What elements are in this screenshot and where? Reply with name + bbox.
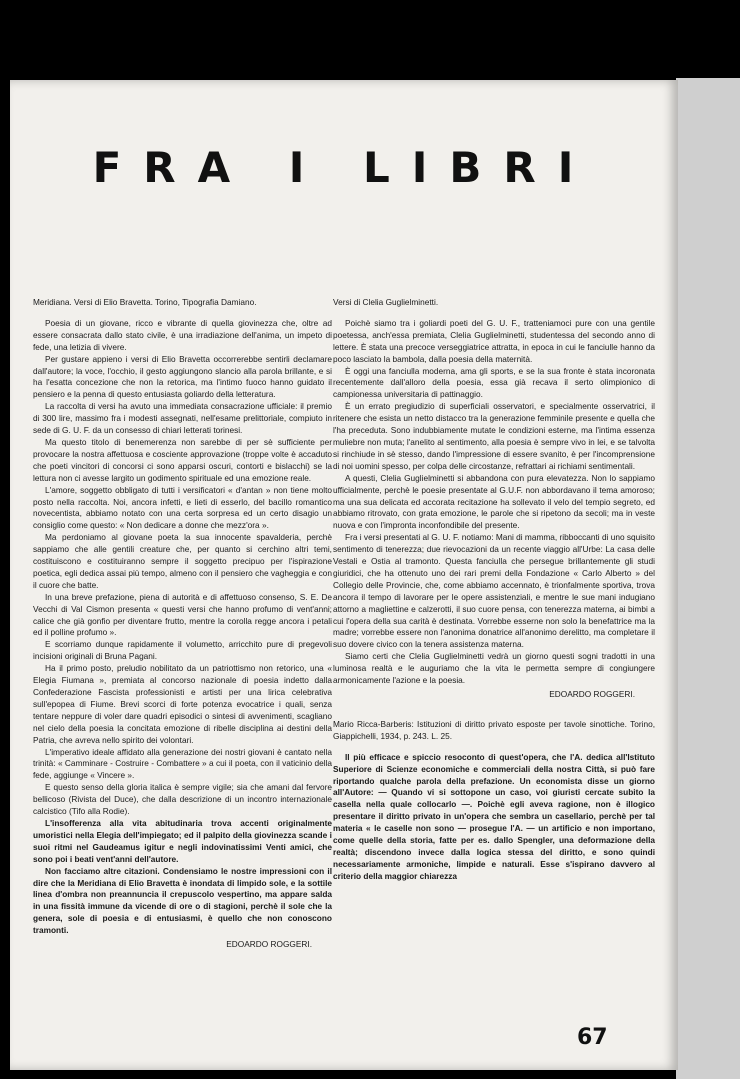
paragraph: Siamo certi che Clelia Guglielminetti vedrà un giorno questi sogni tradotti in una luminosa realtà e le auguriamo che la vita le permetta sempre di congiungere armonicamente l'azione e la poesia. [333,651,655,686]
paragraph: La raccolta di versi ha avuto una immediata consacrazione ufficiale: il premio di 300 lire, massimo fra i modesti assegnati, nell'esame prelittoriale, compiuto in sede di G. U. F. da un consesso di chiari letterati torinesi. [33,401,332,436]
paragraph: E scorriamo dunque rapidamente il volumetto, arricchito pure di pregevoli incisioni originali di Bruna Pagani. [33,639,332,662]
left-column [33,297,332,951]
paragraph: È oggi una fanciulla moderna, ama gli sports, e se la sua fronte è stata incoronata recentemente dall'alloro della poesia, essa già recava il serto olimpionico di campionessa universitaria di pattinaggio. [333,365,655,400]
paragraph: In una breve prefazione, piena di autorità e di affettuoso consenso, S. E. De Vecchi di Val Cismon presenta « questi versi che hanno profumo di vent'anni; calice che già gonfio per diventare frutto, mentre la corolla regge ancora i petali ed il polline profumo ». [33,591,332,638]
review-citation: Versi di Clelia Guglielminetti. [333,297,439,307]
paragraph: Ma perdoniamo al giovane poeta la sua innocente spavalderia, perchè sappiamo che alle gentili creature che, per quanto si cerchino altri temi, costituiscono e costituiranno sempre il soggetto precipuo per l'ispirazione poetica, egli dedica assai più tempo, almeno con il pensiero che vagheggia e con il cuore che batte. [33,532,332,590]
paragraph: Ha il primo posto, preludio nobilitato da un patriottismo non retorico, una « Elegia Fiumana », premiata al concorso nazionale di poesia indetto dalla Confederazione Fascista professionisti e artisti per una lirica celebrativa sull'epopea di Fiume. Brevi scorci di forte potenza evocatrice i quali, senza tentare neppure di voler dare quadri episodici o sintesi di avvenimenti, scagliano nel cielo della poesia la concitata emozione di ribelle disciplina ai destini della Patria, che avreva nello spirito dei volontari. [33,663,332,745]
paragraph: Il più efficace e spiccio resoconto di quest'opera, che l'A. dedica all'Istituto Superiore di Scienze economiche e commerciali della nostra Città, si può fare riportando qualche parola della prefazione. Un economista disse un giorno all'Autore: — Quando vi si sottopone un caso, voi giuristi cercate subito la casella nella quale collocarlo —. Poichè egli aveva ragione, non è illogico presentare il diritto privato in un'opera che sembra un casellario, perchè per tal materia « le caselle non sono — prosegue l'A. — un artificio e non importano, come quelle della storia, fatte per es. dallo Spengler, una deformazione della realtà; discendono invece dalla logica stessa del diritto, e sono quindi necessariamente armoniche, limpide e naturali. Esse s'ispirano davvero al criterio della maggior chiarezza [333,751,655,881]
paragraph: A questi, Clelia Guglielminetti si abbandona con pura elevatezza. Non lo sappiamo ufficialmente, perchè le poesie presentate al G.U.F. non abbordavano il tema amoroso; ma una sua delicata ed accorata recitazione ha sollevato il velo del tempio segreto, ed abbiamo ritrovato, con grata emozione, le parole che si ripetono da secoli; ma in veste nuova e con l'impronta inconfondibile del presente. [333,472,655,531]
paragraph: L'imperativo ideale affidato alla generazione dei nostri giovani è cantato nella trinità: « Camminare - Costruire - Combattere » a cui il poeta, con il vaticinio della fede, aggiunge « Vincere ». [33,746,332,781]
review-citation: Meridiana. Versi di Elio Bravetta. Torino, Tipografia Damiano. [33,297,257,307]
magazine-page [10,80,678,1070]
paragraph: Fra i versi presentati al G. U. F. notiamo: Mani di mamma, ribboccanti di uno squisito sentimento di tenerezza; due rievocazioni da un recente viaggio all'Urbe: La casa delle Vestali e Ostia al tramonto. Questa fanciulla che persegue brillantemente gli studi giuridici, che ha ottenuto uno dei rari premi della Fondazione « Carlo Alberto » del Collegio delle Provincie, che, come abbiamo accennato, è trionfalmente sportiva, trova ancora il tempo di lavorare per le opere assistenziali, e mentre le sue mani indugiano attorno a magliettine e calzerotti, il suo cuore pensa, con tenerezza materna, ai bimbi a cui l'opera della sua carità è destinata. Vorrebbe esserne non solo la benefattrice ma la madre; vorrebbe essere non l'anonima donatrice all'anonimo derelitto, ma completare il suo dovere civico con la tenera assistenza materna. [333,532,655,650]
page-number: 67 [577,1025,608,1050]
underlying-page [676,78,740,1079]
paragraph: Non facciamo altre citazioni. Condensiamo le nostre impressioni con il dire che la Meridiana di Elio Bravetta è inondata di limpido sole, e la sottile linea d'ombra non preannuncia il crepuscolo vespertino, ma appare salda in una fissità immune da vicende di ore o di stagioni, perchè il sole che la genera, sole di poesia e di entusiasmi, è quello che non conoscono tramonti. [33,865,332,936]
paragraph: Ma questo titolo di benemerenza non sarebbe di per sè sufficiente per provocare la nostra affettuosa e cosciente approvazione (troppe volte è accaduto che poeti vincitori di concorsi ci sono apparsi oscuri, contorti e bislacchi) se la lettura non ci avesse largito un godimento spirituale ed una emozione reale. [33,436,332,483]
paragraph: L'insofferenza alla vita abitudinaria trova accenti originalmente umoristici nella Elegia dell'impiegato; ed il palpito della giovinezza scande i suoi ritmi nel Gaudeamus igitur e negli indovinatissimi Venti amici, che sono poi i beati vent'anni dell'autore. [33,817,332,864]
paragraph: Per gustare appieno i versi di Elio Bravetta occorrerebbe sentirli declamare dall'autore; la voce, l'occhio, il gesto aggiungono slancio alla parola brillante, e si ha l'esatta concezione che non la retorica, ma l'intimo fuoco hanno guidato il pensiero e la penna di questo entusiasta goliardo della letteratura. [33,353,332,400]
paragraph: È un errato pregiudizio di superficiali osservatori, e specialmente osservatrici, il ritenere che esista un netto distacco tra la generazione femminile presente e quella che l'ha preceduta. Sono indubbiamente mutate le condizioni esterne, ma l'intima essenza muliebre non muta; l'anelito al sentimento, alla poesia è sempre vivo in lei, e se talvolta si rinchiude in sè stesso, dando l'impressione di essere svanito, è per l'incomprensione di noi uomini spesso, per colpa delle circostanze, refrattari ai richiami sentimentali. [333,401,655,471]
paragraph: E questo senso della gloria italica è sempre vigile; sia che amani dal fervore bellicoso (Rivista del Duce), che dalla descrizione di un incontro internazionale calcistico (Tifo alla Rodie). [33,782,332,817]
review-citation: Mario Ricca-Barberis: Istituzioni di diritto privato esposte per tavole sinottiche. Torino, Giappichelli, 1934, p. 243. L. 25. [333,718,655,741]
paragraph: Poichè siamo tra i goliardi poeti del G. U. F., tratteniamoci pure con una gentile poetessa, anch'essa premiata, Clelia Guglielminetti, studentessa del secondo anno di lettere. È stata una precoce verseggiatrice attratta, in epoca in cui le fanciulle hanno da poco lasciato la bambola, dalla poesia della maternità. [333,317,655,364]
paragraph: Poesia di un giovane, ricco e vibrante di quella giovinezza che, oltre ad essere consacrata dallo stato civile, è una irradiazione dell'anima, un impeto di fede, una letizia di vivere. [33,317,332,352]
spacer [333,701,655,719]
right-column [333,297,655,883]
author-signature: EDOARDO ROGGERI. [549,689,635,699]
section-heading: FRA I LIBRI [92,143,596,192]
author-signature: EDOARDO ROGGERI. [226,939,312,950]
paragraph: L'amore, soggetto obbligato di tutti i versificatori « d'antan » non tiene molto posto nella raccolta. Noi, ancora infetti, e lieti di esserlo, del bacillo romantico novecentista, abbiamo notato con una certa sorpresa ed un certo disagio un consiglio come questo: « Non dedicare a donne che mezz'ora ». [33,484,332,531]
